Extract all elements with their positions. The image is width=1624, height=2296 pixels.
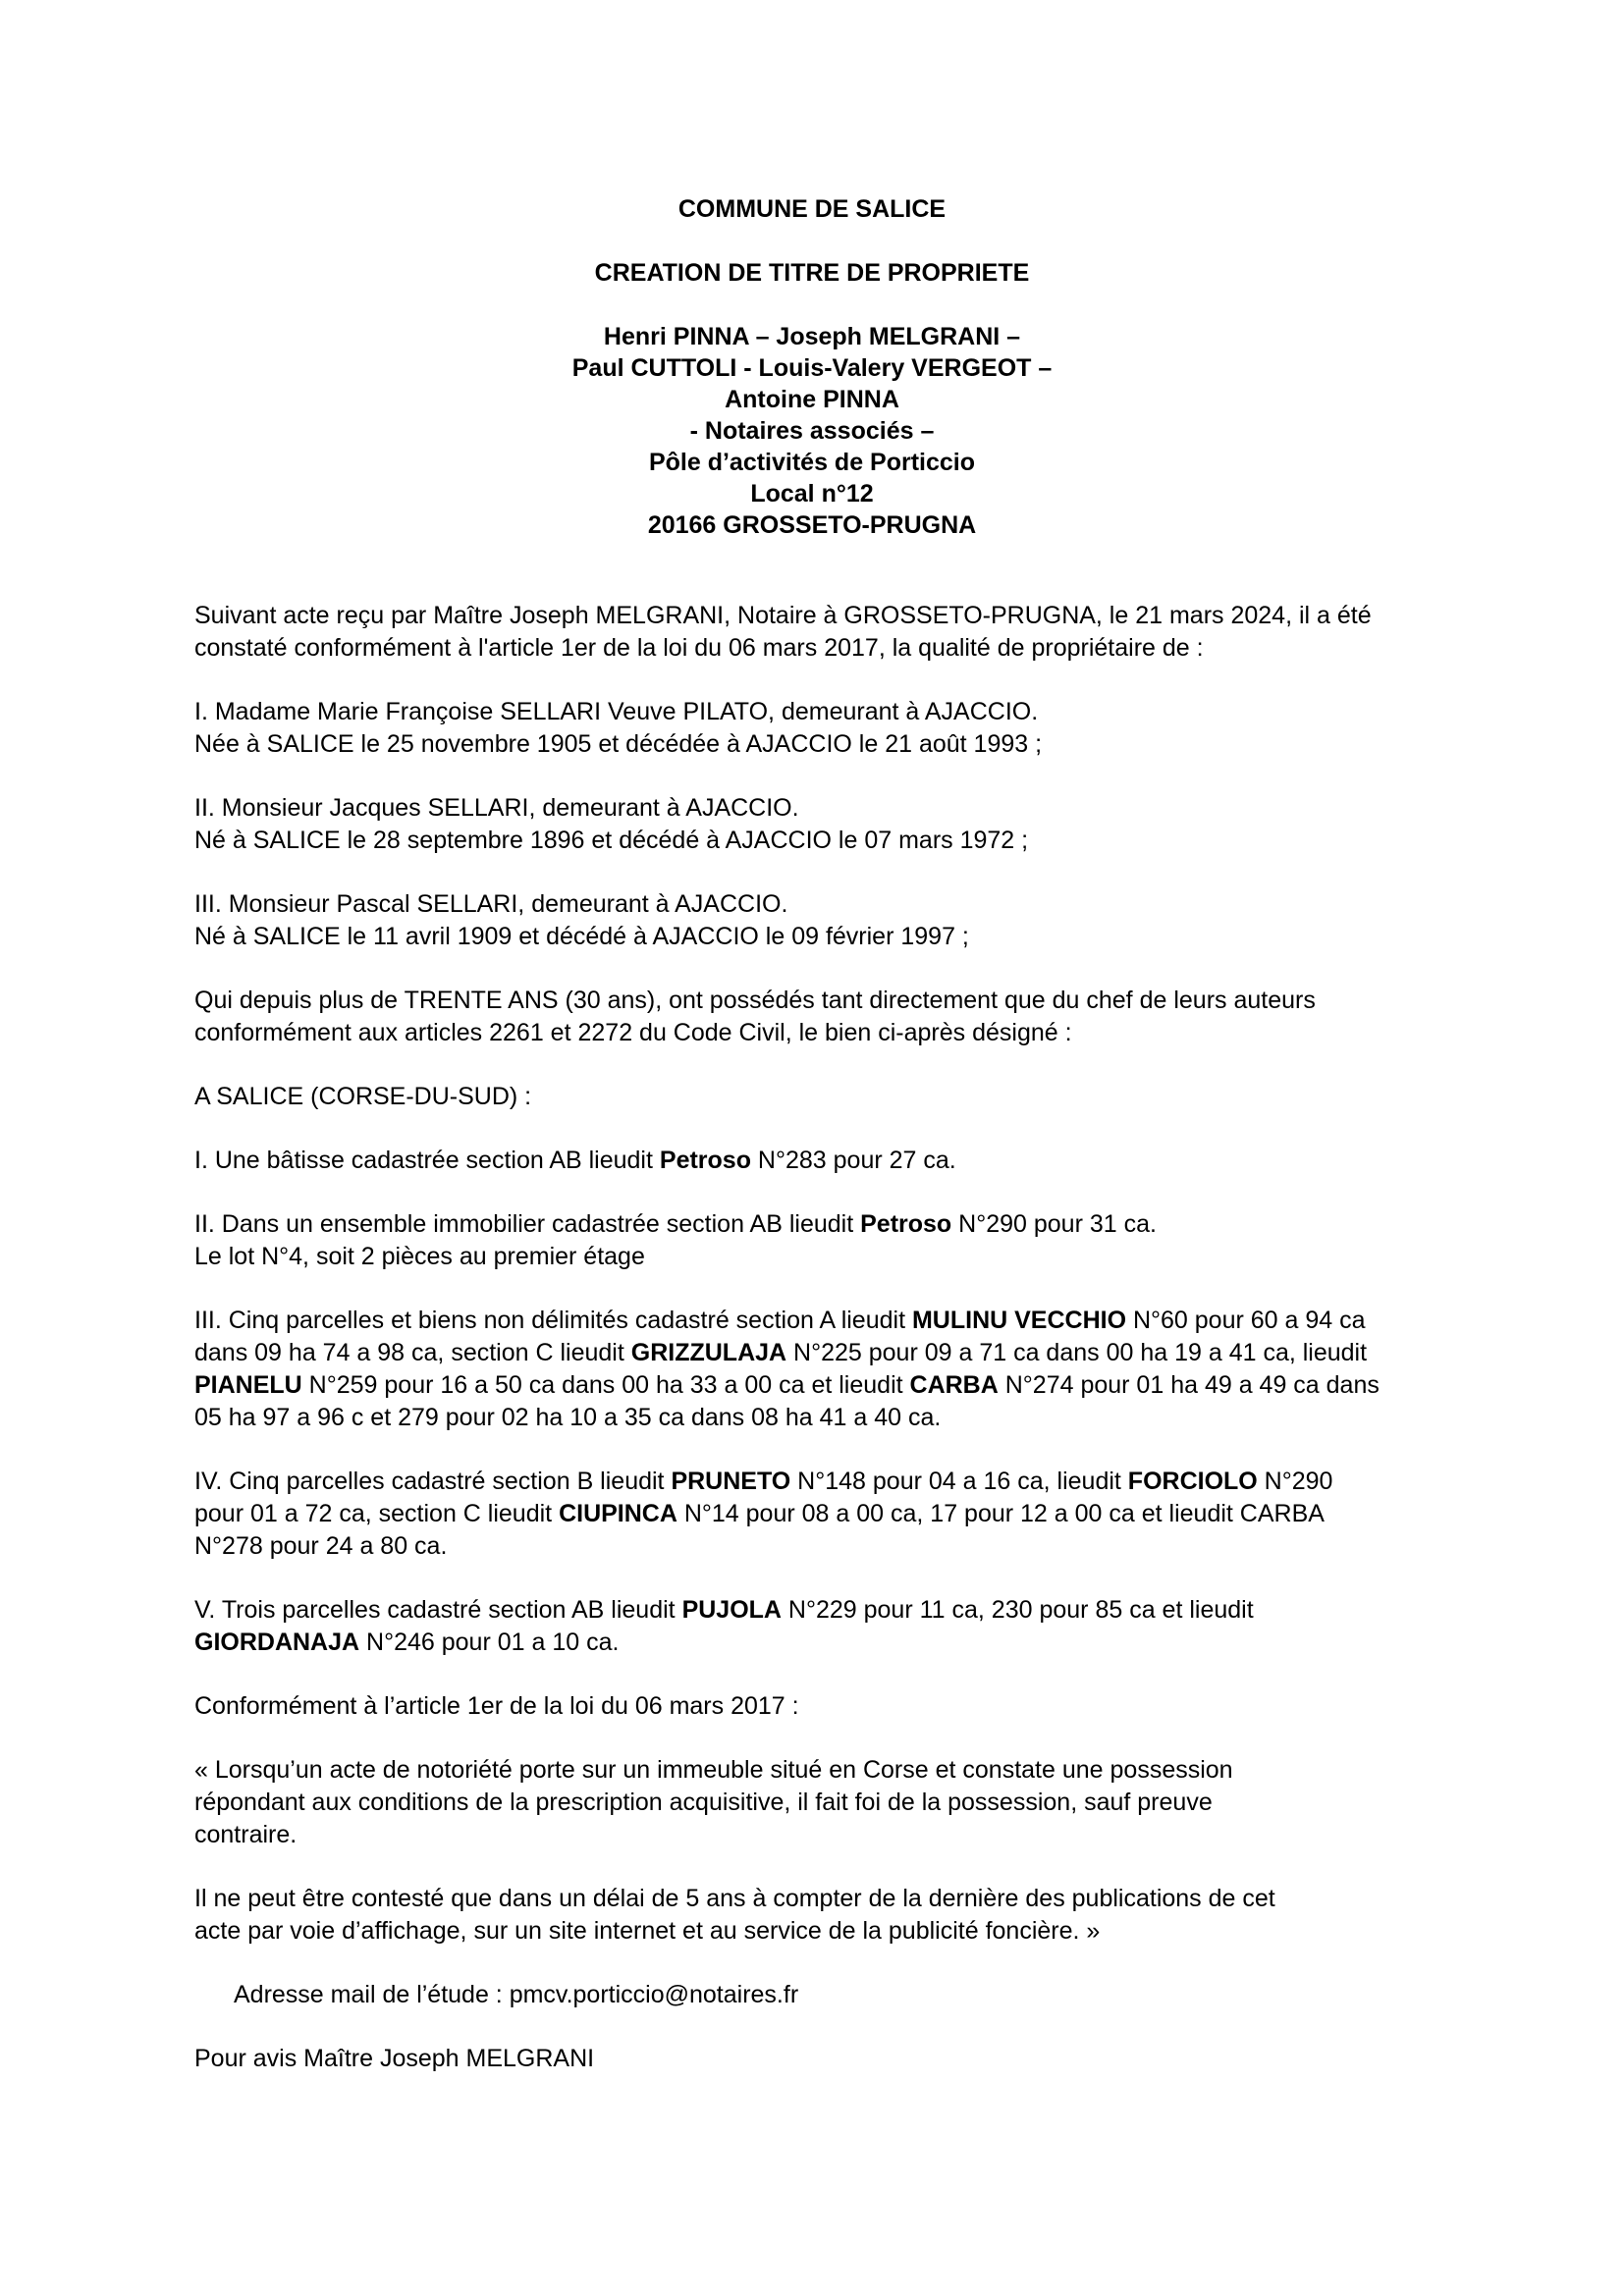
text-run: N°225 pour 09 a 71 ca dans 00 ha 19 a 41 ca, lieudit [786, 1339, 1368, 1366]
lieudit-name: GRIZZULAJA [630, 1339, 787, 1366]
notaires-line-4: - Notaires associés – [689, 417, 935, 445]
quote-line: « Lorsqu’un acte de notoriété porte sur un immeuble situé en Corse et constate une possession [194, 1756, 1233, 1784]
owner-paragraph [194, 696, 1451, 761]
possession-paragraph [194, 985, 1451, 1049]
text-run: N°148 pour 04 a 16 ca, lieudit [790, 1468, 1128, 1495]
owner-paragraph [194, 888, 1451, 953]
property-line [194, 1369, 1451, 1402]
quote-line: contraire. [194, 1821, 298, 1848]
intro-line: constaté conformément à l'article 1er de la loi du 06 mars 2017, la qualité de propriétaire de : [194, 634, 1204, 662]
lieudit-name: FORCIOLO [1127, 1468, 1258, 1495]
text-run: N°283 pour 27 ca. [750, 1147, 956, 1174]
property-line [194, 1498, 1451, 1530]
property-item-5 [194, 1594, 1451, 1659]
address-line-2: Local n°12 [750, 480, 874, 507]
document-header [0, 193, 1624, 541]
possession-line: Qui depuis plus de TRENTE ANS (30 ans), ont possédés tant directement que du chef de leurs auteurs [194, 987, 1316, 1014]
intro-paragraph [194, 600, 1451, 665]
law-quote-1 [194, 1754, 1451, 1851]
text-run: dans 09 ha 74 a 98 ca, section C lieudit [194, 1339, 631, 1366]
property-line [194, 1305, 1451, 1337]
text-run: N°259 pour 16 a 50 ca dans 00 ha 33 a 00 ca et lieudit [301, 1371, 910, 1399]
text-run: IV. Cinq parcelles cadastré section B lieudit [194, 1468, 672, 1495]
document-title: CREATION DE TITRE DE PROPRIETE [594, 259, 1030, 287]
text-run: pour 01 a 72 ca, section C lieudit [194, 1500, 560, 1527]
lieudit-name: Petroso [860, 1210, 952, 1238]
property-line [194, 1145, 1451, 1177]
property-line: 05 ha 97 a 96 c et 279 pour 02 ha 10 a 35 ca dans 08 ha 41 a 40 ca. [194, 1404, 942, 1431]
property-line [194, 1466, 1451, 1498]
text-run: N°274 pour 01 ha 49 a 49 ca dans [998, 1371, 1380, 1399]
text-run: V. Trois parcelles cadastré section AB lieudit [194, 1596, 682, 1624]
law-quote-2 [194, 1883, 1451, 1948]
property-line [194, 1627, 1451, 1659]
property-line: N°278 pour 24 a 80 ca. [194, 1532, 448, 1560]
lieudit-name: Petroso [659, 1147, 751, 1174]
signature-paragraph [194, 2043, 1451, 2075]
owner-line: III. Monsieur Pascal SELLARI, demeurant à AJACCIO. [194, 890, 788, 918]
owner-line: Né à SALICE le 28 septembre 1896 et décédé à AJACCIO le 07 mars 1972 ; [194, 827, 1029, 854]
quote-line: acte par voie d’affichage, sur un site internet et au service de la publicité foncière. » [194, 1917, 1101, 1945]
text-run: N°290 [1257, 1468, 1333, 1495]
owner-paragraph [194, 792, 1451, 857]
text-run: II. Dans un ensemble immobilier cadastrée section AB lieudit [194, 1210, 861, 1238]
lieudit-name: GIORDANAJA [194, 1629, 360, 1656]
location-paragraph [194, 1081, 1451, 1113]
property-item-2 [194, 1208, 1451, 1273]
text-run: I. Une bâtisse cadastrée section AB lieudit [194, 1147, 660, 1174]
owner-line: Né à SALICE le 11 avril 1909 et décédé à AJACCIO le 09 février 1997 ; [194, 923, 969, 950]
quote-line: répondant aux conditions de la prescription acquisitive, il fait foi de la possession, sauf preuve [194, 1789, 1213, 1816]
lieudit-name: PIANELU [194, 1371, 302, 1399]
lieudit-name: CIUPINCA [559, 1500, 677, 1527]
location-line: A SALICE (CORSE-DU-SUD) : [194, 1083, 532, 1110]
lieudit-name: CARBA [909, 1371, 999, 1399]
text-run: N°229 pour 11 ca, 230 pour 85 ca et lieudit [781, 1596, 1254, 1624]
property-item-3 [194, 1305, 1451, 1434]
text-run: N°290 pour 31 ca. [951, 1210, 1157, 1238]
property-line [194, 1337, 1451, 1369]
property-item-4 [194, 1466, 1451, 1563]
text-run: N°14 pour 08 a 00 ca, 17 pour 12 a 00 ca et lieudit CARBA [677, 1500, 1325, 1527]
email-line: Adresse mail de l’étude : pmcv.porticcio@notaires.fr [234, 1981, 799, 2008]
owner-line: I. Madame Marie Françoise SELLARI Veuve PILATO, demeurant à AJACCIO. [194, 698, 1039, 725]
owner-line: Née à SALICE le 25 novembre 1905 et décédée à AJACCIO le 21 août 1993 ; [194, 730, 1043, 758]
possession-line: conformément aux articles 2261 et 2272 du Code Civil, le bien ci-après désigné : [194, 1019, 1072, 1046]
text-run: N°60 pour 60 a 94 ca [1126, 1307, 1366, 1334]
email-paragraph [194, 1979, 1451, 2011]
lieudit-name: PRUNETO [671, 1468, 791, 1495]
text-run: III. Cinq parcelles et biens non délimités cadastré section A lieudit [194, 1307, 912, 1334]
text-run: N°246 pour 01 a 10 ca. [359, 1629, 620, 1656]
intro-line: Suivant acte reçu par Maître Joseph MELGRANI, Notaire à GROSSETO-PRUGNA, le 21 mars 2024, il a été [194, 602, 1372, 629]
lieudit-name: PUJOLA [681, 1596, 782, 1624]
address-line-3: 20166 GROSSETO-PRUGNA [647, 511, 977, 539]
notaires-line-2: Paul CUTTOLI - Louis-Valery VERGEOT – [571, 354, 1053, 382]
notaires-line-1: Henri PINNA – Joseph MELGRANI – [603, 323, 1021, 350]
property-item-1 [194, 1145, 1451, 1177]
signature-line: Pour avis Maître Joseph MELGRANI [194, 2045, 595, 2072]
notaires-line-3: Antoine PINNA [725, 386, 899, 413]
property-line [194, 1208, 1451, 1241]
commune-title: COMMUNE DE SALICE [677, 195, 947, 223]
quote-line: Il ne peut être contesté que dans un délai de 5 ans à compter de la dernière des publications de cet [194, 1885, 1275, 1912]
property-line [194, 1594, 1451, 1627]
lieudit-name: MULINU VECCHIO [911, 1307, 1127, 1334]
address-line-1: Pôle d’activités de Porticcio [648, 449, 976, 476]
owner-line: II. Monsieur Jacques SELLARI, demeurant à AJACCIO. [194, 794, 799, 822]
law-reference [194, 1690, 1451, 1723]
document-body [194, 600, 1451, 2107]
property-line: Le lot N°4, soit 2 pièces au premier étage [194, 1243, 645, 1270]
law-reference-line: Conformément à l’article 1er de la loi du 06 mars 2017 : [194, 1692, 799, 1720]
